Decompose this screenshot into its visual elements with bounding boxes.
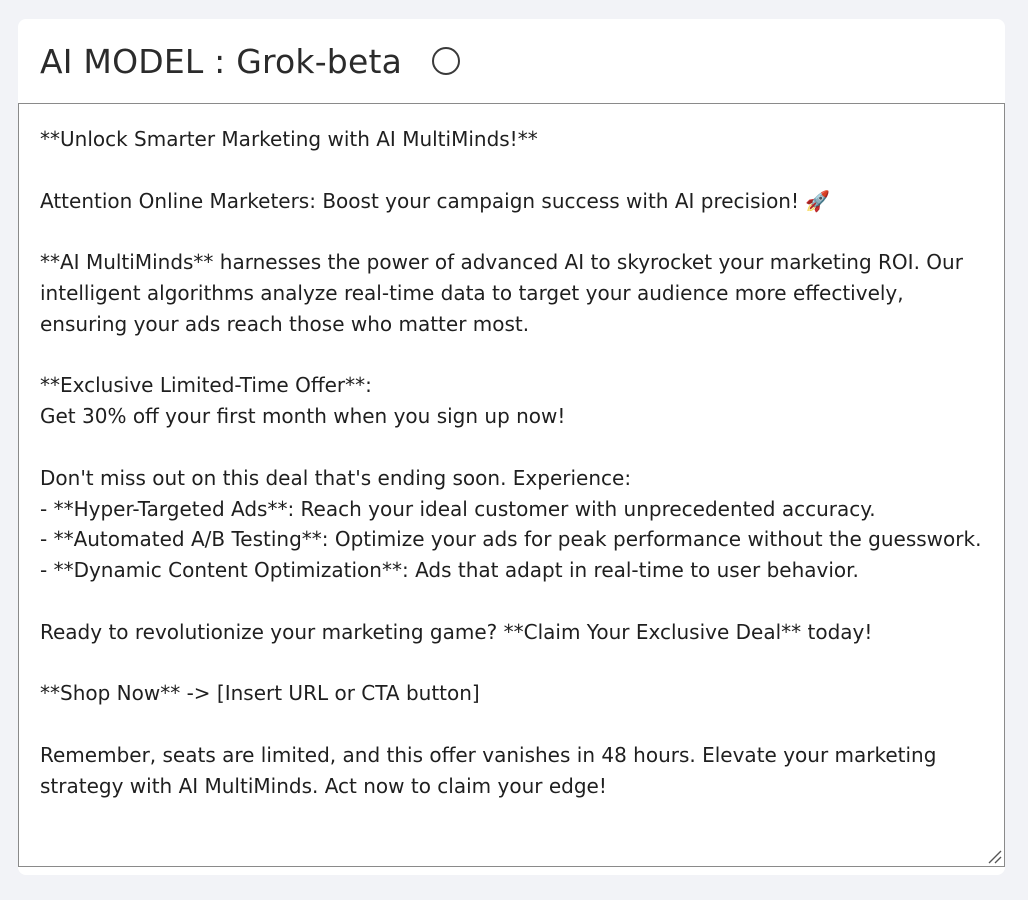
response-textarea[interactable] <box>18 103 1005 867</box>
resize-grip-icon[interactable] <box>986 848 1002 864</box>
model-title: AI MODEL : Grok-beta <box>40 41 403 81</box>
radio-circle-icon[interactable] <box>432 47 460 75</box>
model-response-card <box>18 19 1005 875</box>
response-text: **Unlock Smarter Marketing with AI MultiMinds!** Attention Online Marketers: Boost your campaign success with AI precision! 🚀 **AI MultiMinds** harnesses the power of advanced AI to skyrocket your marketing ROI. Our intelligent algorithms analyze real-time data to target your audience more effectively, ensuring your ads reach those who matter most. **Exclusive Limited-Time Offer**: Get 30% off your first month when you sign up now! Don't miss out on this deal that's ending soon. Experience: - **Hyper-Targeted Ads**: Reach your ideal customer with unprecedented accuracy. - **Automated A/B Testing**: Optimize your ads for peak performance without the guesswork. - **Dynamic Content Optimization**: Ads that adapt in real-time to user behavior. Ready to revolutionize your marketing game? **Claim Your Exclusive Deal** today! **Shop Now** -> [Insert URL or CTA button] Remember, seats are limited, and this offer vanishes in 48 hours. Elevate your marketing strategy with AI MultiMinds. Act now to claim your edge! <box>40 127 982 798</box>
model-header <box>18 19 1005 103</box>
